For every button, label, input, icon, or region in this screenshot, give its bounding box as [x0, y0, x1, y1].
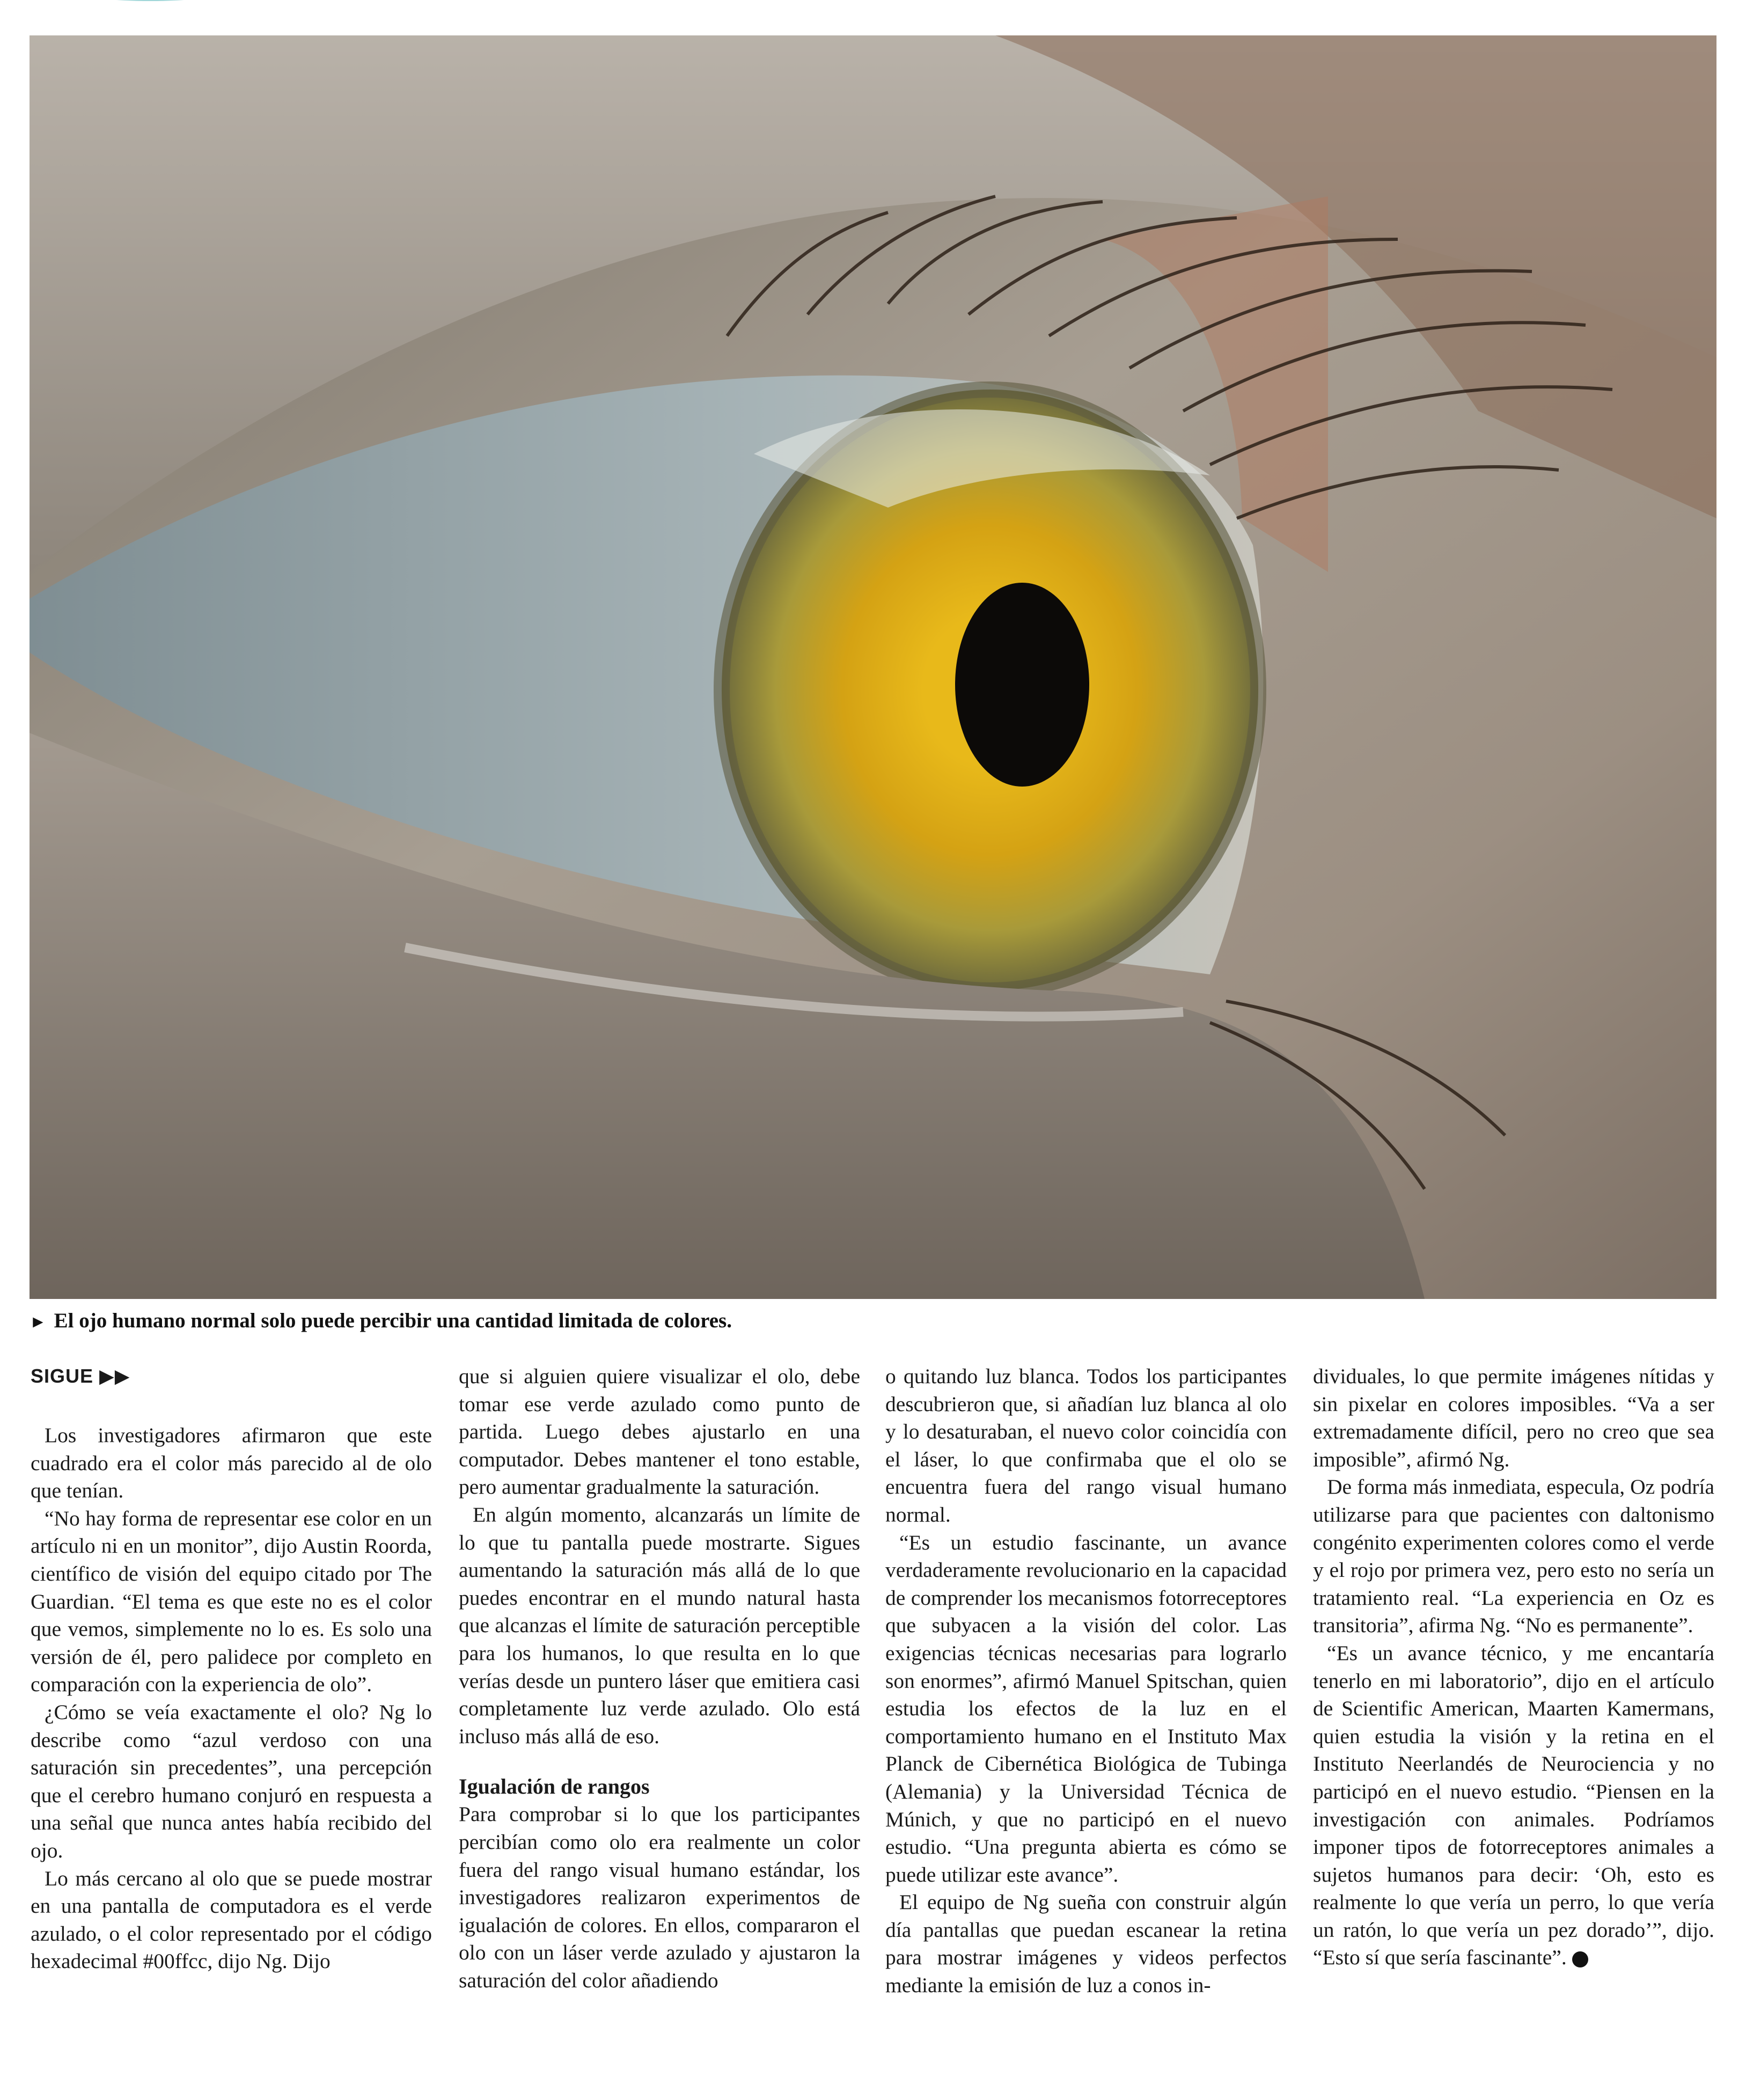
- paragraph: De forma más inmediata, especula, Oz podría utilizarse para que pacientes con daltonismo congénito experimenten colores como el verde y el rojo por primera vez, pero esto no sería un tratamiento real. “La experiencia en Oz es transitoria”, afirma Ng. “No es permanente”.: [1313, 1475, 1714, 1638]
- article-column-1: [31, 1363, 432, 2033]
- end-mark-icon: [1572, 1951, 1588, 1967]
- caption-marker: ►: [30, 1312, 47, 1331]
- paragraph: En algún momento, alcanzarás un límite de lo que tu pantalla puede mostrarte. Sigues aumentando la saturación más allá de lo que puedes encontrar en el mundo natural hasta que alcanzas el límite de saturación perceptible para los humanos, lo que resulta en lo que verías desde un puntero láser que emitiera casi completamente luz verde azulado. Olo está incluso más allá de eso.: [459, 1502, 860, 1748]
- article-column-2: [459, 1363, 860, 2033]
- paragraph: dividuales, lo que permite imágenes nítidas y sin pixelar en colores imposibles. “Va a ser extremadamente difícil, pero no creo que sea imposible”, afirmó Ng.: [1313, 1364, 1714, 1471]
- paragraph: ¿Cómo se veía exactamente el olo? Ng lo describe como “azul verdoso con una saturación sin precedentes”, una percepción que el cerebro humano conjuró en respuesta a una señal que nunca antes había recibido del ojo.: [31, 1700, 432, 1862]
- paragraph: o quitando luz blanca. Todos los participantes descubrieron que, si añadían luz blanca al olo y lo desaturaban, el nuevo color coincidía con el láser, lo que confirmaba que el olo se encuentra fuera del rango visual humano normal.: [885, 1364, 1287, 1526]
- paragraph: que si alguien quiere visualizar el olo, debe tomar ese verde azulado como punto de partida. Luego debes ajustarlo en una computador. Debes mantener el tono estable, pero aumentar gradualmente la saturación.: [459, 1364, 860, 1499]
- corner-decoration: [80, 0, 220, 1]
- paragraph: Lo más cercano al olo que se puede mostrar en una pantalla de computadora es el verde azulado, o el color representado por el código hexadecimal #00ffcc, dijo Ng. Dijo: [31, 1866, 432, 1973]
- paragraph: Para comprobar si lo que los participantes percibían como olo era realmente un color fuera del rango visual humano estándar, los investigadores realizaron experimentos de igualación de colores. En ellos, compararon el olo con un láser verde azulado y ajustaron la saturación del color añadiendo: [459, 1802, 860, 1992]
- paragraph: “Es un estudio fascinante, un avance verdaderamente revolucionario en la capacidad de comprender los mecanismos fotorreceptores que subyacen a la visión del color. Las exigencias técnicas necesarias para lograrlo son enormes”, afirmó Manuel Spitschan, quien estudia los efectos de la luz en el comportamiento humano en el Instituto Max Planck de Cibernética Biológica de Tubinga (Alemania) y la Universidad Técnica de Múnich, y que no participó en el nuevo estudio. “Una pregunta abierta es cómo se puede utilizar este avance”.: [885, 1530, 1287, 1886]
- eye-illustration: [30, 35, 1716, 1299]
- paragraph: [1313, 1640, 1714, 1972]
- paragraph-text: “Es un avance técnico, y me encantaría tenerlo en mi laboratorio”, dijo en el artículo de Scientific American, Maarten Kamermans, quien estudia la visión y la retina en el Instituto Neerlandés de Neurociencia y no participó en el nuevo estudio. “Piensen en la investigación con animales. Podríamos imponer tipos de fotorreceptores animales a sujetos humanos para decir: ‘Oh, esto es realmente lo que vería un perro, lo que vería un ratón, lo que vería un pez dorado’”, dijo. “Esto sí que sería fascinante”.: [1313, 1641, 1714, 1970]
- section-subheading: Igualación de rangos: [459, 1774, 650, 1799]
- photo-caption: [30, 1305, 1716, 1337]
- paragraph: Los investigadores afirmaron que este cuadrado era el color más parecido al de olo que tenían.: [31, 1423, 432, 1503]
- sigue-label: SIGUE ▶▶: [31, 1365, 130, 1387]
- article-column-3: [885, 1363, 1287, 2033]
- paragraph: “No hay forma de representar ese color en un artículo ni en un monitor”, dijo Austin Roorda, científico de visión del equipo citado por The Guardian. “El tema es que este no es el color que vemos, simplemente no lo es. Es solo una versión de él, pero palidece por completo en comparación con la experiencia de olo”.: [31, 1506, 432, 1697]
- article-column-4: [1313, 1363, 1714, 2033]
- caption-text: El ojo humano normal solo puede percibir una cantidad limitada de colores.: [54, 1309, 732, 1332]
- eye-photo: [30, 35, 1716, 1299]
- paragraph: El equipo de Ng sueña con construir algún día pantallas que puedan escanear la retina para mostrar imágenes y videos perfectos mediante la emisión de luz a conos in-: [885, 1890, 1287, 1998]
